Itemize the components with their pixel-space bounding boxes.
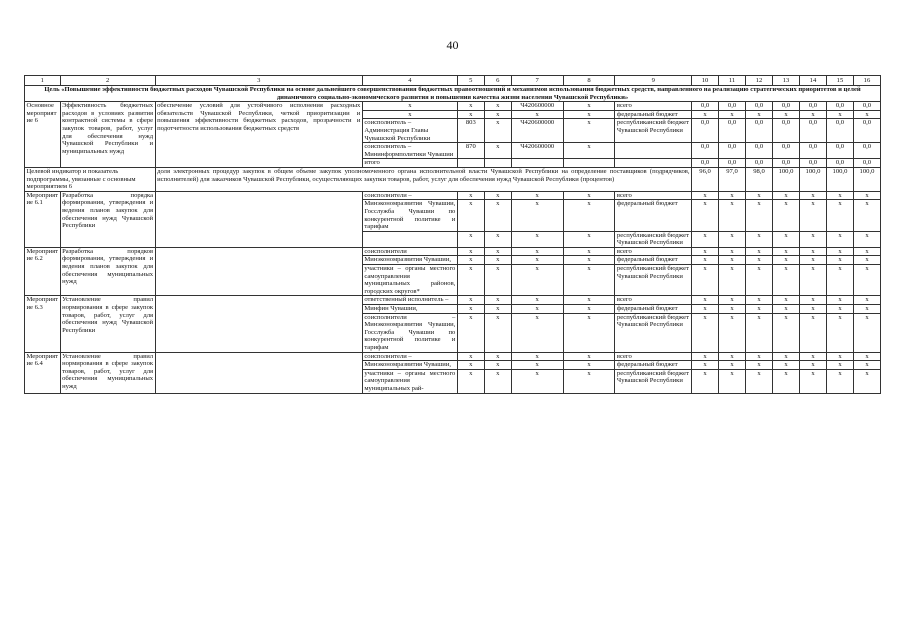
budget-table [24, 75, 881, 394]
column-header: 12 [746, 76, 773, 86]
sub-event-label: Мероприятие 6.3 [25, 296, 61, 352]
value-cell: x [853, 200, 880, 231]
value-cell: x [746, 296, 773, 305]
value-cell: x [799, 231, 826, 247]
value-cell: 0,0 [853, 143, 880, 159]
value-cell: x [719, 200, 746, 231]
column-header: 9 [615, 76, 692, 86]
value-cell: 0,0 [719, 102, 746, 111]
sub-event-label: Мероприятие 6.1 [25, 191, 61, 247]
csr-cell [511, 159, 563, 168]
value-cell: 0,0 [773, 119, 800, 143]
grbs-cell: x [457, 102, 484, 111]
code-cell: x [484, 361, 511, 370]
code-cell: x [457, 361, 484, 370]
executor-cell: соисполнители [362, 247, 457, 256]
value-cell: x [799, 256, 826, 265]
executor-cell: соисполнитель – Мининформполитики Чувашии [362, 143, 457, 159]
code-cell: x [484, 200, 511, 231]
executor-cell: участники – органы местного самоуправления муниципальных районов, городских округов* [364, 265, 456, 295]
sub-event-name: Установление правил нормирования в сфере закупок товаров, работ, услуг для обеспечения муниципальных нужд [60, 352, 155, 393]
value-cell: x [746, 191, 773, 200]
value-cell: x [719, 352, 746, 361]
code-cell: x [511, 256, 563, 265]
code-cell: x [563, 191, 615, 200]
value-cell: x [826, 247, 853, 256]
code-cell: x [511, 191, 563, 200]
indicator-value: 100,0 [826, 167, 853, 191]
funding-source-cell: республиканский бюджет Чувашской Республики [615, 119, 692, 143]
value-cell: 0,0 [853, 119, 880, 143]
page-number: 40 [446, 38, 459, 52]
column-header: 1 [25, 76, 61, 86]
value-cell: 0,0 [853, 102, 880, 111]
value-cell: x [853, 191, 880, 200]
vr-cell: x [563, 143, 615, 159]
value-cell: 0,0 [799, 119, 826, 143]
code-cell: x [563, 352, 615, 361]
value-cell: x [692, 361, 719, 370]
value-cell: 0,0 [773, 143, 800, 159]
value-cell: x [719, 265, 746, 296]
funding-source-cell: всего [615, 102, 692, 111]
value-cell: x [826, 110, 853, 119]
column-header: 8 [563, 76, 615, 86]
sub-event-name: Установление правил нормирования в сфере закупок товаров, работ, услуг для обеспечения нужд Чувашской Республики [60, 296, 155, 352]
value-cell: x [692, 296, 719, 305]
value-cell: x [692, 369, 719, 393]
executor-cell: x [362, 102, 457, 111]
value-cell: 0,0 [799, 102, 826, 111]
value-cell: x [826, 361, 853, 370]
value-cell: x [853, 305, 880, 314]
value-cell: x [746, 361, 773, 370]
code-cell: x [457, 200, 484, 231]
funding-source-cell: федеральный бюджет [615, 200, 692, 231]
sub-event-row [25, 296, 881, 305]
funding-source-cell: федеральный бюджет [615, 361, 692, 370]
executor-cell: соисполнители – Минэкономразвития Чувашии, Госслужба Чувашии по конкурентной политике и тарифам [364, 313, 456, 351]
value-cell: x [826, 231, 853, 247]
indicator-value: 97,0 [719, 167, 746, 191]
value-cell: x [799, 110, 826, 119]
code-cell: x [457, 256, 484, 265]
column-header: 5 [457, 76, 484, 86]
value-cell: x [692, 265, 719, 296]
value-cell: 0,0 [773, 102, 800, 111]
column-header: 2 [60, 76, 155, 86]
code-cell: x [457, 369, 484, 393]
value-cell: x [773, 352, 800, 361]
value-cell: x [746, 200, 773, 231]
value-cell: x [719, 313, 746, 352]
funding-source-cell: республиканский бюджет Чувашской Республики [615, 369, 692, 393]
value-cell: x [799, 200, 826, 231]
value-cell: x [853, 313, 880, 352]
value-cell: 0,0 [692, 143, 719, 159]
executor-cell: Минэкономразвития Чувашии, [362, 361, 457, 370]
value-cell: 0,0 [746, 159, 773, 168]
code-cell: x [511, 296, 563, 305]
code-cell: x [563, 296, 615, 305]
value-cell: 0,0 [746, 143, 773, 159]
value-cell: x [773, 231, 800, 247]
value-cell: x [719, 256, 746, 265]
value-cell: 0,0 [719, 143, 746, 159]
value-cell: x [773, 191, 800, 200]
indicator-label: Целевой индикатор и показатель подпрограммы, увязанные с основным мероприятием 6 [25, 167, 156, 191]
code-cell: x [563, 369, 615, 393]
value-cell: 0,0 [826, 159, 853, 168]
funding-source-cell: всего [615, 296, 692, 305]
funding-source-cell: республиканский бюджет Чувашской Республики [615, 313, 692, 352]
column-header: 13 [773, 76, 800, 86]
code-cell: x [563, 265, 615, 296]
value-cell: x [853, 352, 880, 361]
funding-source-cell [615, 143, 692, 159]
value-cell: x [853, 296, 880, 305]
code-cell: x [563, 200, 615, 231]
value-cell: x [853, 369, 880, 393]
sub-event-name: Разработка порядков формирования, утверждения и ведения планов закупок для обеспечения муниципальных нужд [60, 247, 155, 296]
code-cell: x [484, 231, 511, 247]
code-cell: x [511, 369, 563, 393]
executor-cell: соисполнители – [362, 191, 457, 200]
code-cell: x [511, 305, 563, 314]
value-cell: x [692, 200, 719, 231]
vr-cell: x [563, 110, 615, 119]
grbs-cell: 870 [457, 143, 484, 159]
value-cell: x [746, 265, 773, 296]
value-cell: 0,0 [773, 159, 800, 168]
value-cell: 0,0 [826, 102, 853, 111]
funding-source-cell: республиканский бюджет Чувашской Республики [615, 265, 692, 296]
value-cell: x [719, 296, 746, 305]
value-cell: x [853, 361, 880, 370]
value-cell: x [826, 369, 853, 393]
column-header: 11 [719, 76, 746, 86]
value-cell: x [692, 231, 719, 247]
code-cell: x [511, 361, 563, 370]
column-header: 4 [362, 76, 457, 86]
value-cell: x [799, 361, 826, 370]
column-header: 3 [155, 76, 362, 86]
code-cell: x [563, 256, 615, 265]
code-cell: x [511, 200, 563, 231]
indicator-row [25, 167, 881, 191]
code-cell: x [511, 247, 563, 256]
code-cell: x [484, 305, 511, 314]
column-header: 10 [692, 76, 719, 86]
value-cell: 0,0 [826, 119, 853, 143]
code-cell: x [484, 256, 511, 265]
column-header: 16 [853, 76, 880, 86]
value-cell: x [826, 352, 853, 361]
code-cell: x [484, 191, 511, 200]
funding-source-cell [615, 159, 692, 168]
value-cell: x [799, 296, 826, 305]
value-cell: x [826, 200, 853, 231]
executor-cell: итого [362, 159, 457, 168]
executor-cell: Минэкономразвития Чувашии, Госслужба Чувашии по конкурентной политике и тарифам [364, 200, 456, 231]
value-cell: x [719, 231, 746, 247]
value-cell: 0,0 [826, 143, 853, 159]
value-cell: x [799, 247, 826, 256]
indicator-value: 100,0 [773, 167, 800, 191]
value-cell: x [719, 361, 746, 370]
sub-event-description [155, 296, 362, 352]
executor-cell: участники – органы местного самоуправления муниципальных рай- [364, 369, 456, 392]
code-cell: x [563, 247, 615, 256]
sub-event-description [155, 191, 362, 247]
column-header: 7 [511, 76, 563, 86]
sub-event-label: Мероприятие 6.2 [25, 247, 61, 296]
value-cell: x [746, 305, 773, 314]
value-cell: x [853, 110, 880, 119]
code-cell: x [484, 369, 511, 393]
executor-cell: x [362, 110, 457, 119]
rzpr-cell [484, 159, 511, 168]
funding-source-cell: федеральный бюджет [615, 256, 692, 265]
funding-source-cell: федеральный бюджет [615, 110, 692, 119]
value-cell: x [746, 313, 773, 352]
executor-cell: соисполнитель – Администрация Главы Чувашской Республики [362, 119, 457, 143]
main-event-row [25, 102, 881, 111]
value-cell: x [773, 296, 800, 305]
value-cell: x [746, 369, 773, 393]
vr-cell: x [563, 102, 615, 111]
value-cell: 0,0 [746, 102, 773, 111]
value-cell: x [692, 352, 719, 361]
grbs-cell [457, 159, 484, 168]
value-cell: x [773, 369, 800, 393]
value-cell: x [692, 256, 719, 265]
value-cell: x [853, 231, 880, 247]
code-cell: x [484, 313, 511, 352]
executor-cell [362, 231, 457, 247]
value-cell: x [719, 305, 746, 314]
value-cell: x [826, 191, 853, 200]
code-cell: x [563, 231, 615, 247]
header-row [25, 76, 881, 86]
value-cell: x [773, 265, 800, 296]
code-cell: x [457, 265, 484, 296]
code-cell: x [563, 361, 615, 370]
sub-event-label: Мероприятие 6.4 [25, 352, 61, 393]
sub-event-description [155, 247, 362, 296]
value-cell: x [719, 247, 746, 256]
value-cell: x [773, 200, 800, 231]
value-cell: x [826, 313, 853, 352]
value-cell: 0,0 [692, 102, 719, 111]
code-cell: x [457, 305, 484, 314]
code-cell: x [484, 296, 511, 305]
sub-event-description [155, 352, 362, 393]
value-cell: x [746, 256, 773, 265]
rzpr-cell: x [484, 143, 511, 159]
main-event-description: обеспечение условий для устойчивого исполнения расходных обязательств Чувашской Республики, четкой приоритизации и повышения эффективности бюджетных расходов, прозрачности и подотчетности использования бюджетных средств [155, 102, 362, 168]
value-cell: x [799, 313, 826, 352]
main-event-label: Основное мероприятие 6 [25, 102, 61, 168]
value-cell: 0,0 [692, 119, 719, 143]
grbs-cell: 803 [457, 119, 484, 143]
value-cell: x [799, 191, 826, 200]
value-cell: x [773, 256, 800, 265]
value-cell: x [826, 256, 853, 265]
rzpr-cell: x [484, 102, 511, 111]
value-cell: 0,0 [692, 159, 719, 168]
value-cell: x [773, 247, 800, 256]
value-cell: x [746, 231, 773, 247]
grbs-cell: x [457, 110, 484, 119]
funding-source-cell: всего [615, 352, 692, 361]
code-cell: x [511, 352, 563, 361]
funding-source-cell: республиканский бюджет Чувашской Республики [615, 231, 692, 247]
value-cell: 0,0 [719, 159, 746, 168]
executor-cell: Минэкономразвития Чувашии, [362, 256, 457, 265]
vr-cell: x [563, 119, 615, 143]
code-cell: x [563, 305, 615, 314]
code-cell: x [511, 313, 563, 352]
value-cell: x [826, 265, 853, 296]
code-cell: x [457, 296, 484, 305]
csr-cell: Ч420600000 [511, 143, 563, 159]
value-cell: x [773, 110, 800, 119]
code-cell: x [563, 313, 615, 352]
value-cell: x [826, 305, 853, 314]
value-cell: x [692, 191, 719, 200]
value-cell: x [773, 361, 800, 370]
code-cell: x [457, 247, 484, 256]
sub-event-name: Разработка порядка формирования, утверждения и ведения планов закупок для обеспечения нужд Чувашской Республики [60, 191, 155, 247]
value-cell: x [746, 110, 773, 119]
indicator-value: 100,0 [853, 167, 880, 191]
value-cell: x [692, 110, 719, 119]
goal-row [25, 86, 881, 102]
funding-source-cell: всего [615, 191, 692, 200]
value-cell: x [746, 247, 773, 256]
executor-cell: Минфин Чувашии, [362, 305, 457, 314]
code-cell: x [484, 247, 511, 256]
sub-event-row [25, 247, 881, 256]
indicator-text: доля электронных процедур закупок в общем объеме закупок уполномоченного органа исполнительной власти Чувашской Республики на определение поставщиков (подрядчиков, исполнителей) для заказчиков Чувашской Республики, осуществляющих закупки товаров, работ, услуг для обеспечения нужд Чувашской Республики (процентов) [155, 167, 691, 191]
value-cell: x [719, 191, 746, 200]
value-cell: x [799, 305, 826, 314]
funding-source-cell: всего [615, 247, 692, 256]
indicator-value: 98,0 [746, 167, 773, 191]
value-cell: x [692, 247, 719, 256]
executor-cell: соисполнители – [362, 352, 457, 361]
value-cell: x [773, 313, 800, 352]
value-cell: x [773, 305, 800, 314]
value-cell: x [719, 369, 746, 393]
indicator-value: 96,0 [692, 167, 719, 191]
value-cell: x [799, 265, 826, 296]
value-cell: 0,0 [799, 143, 826, 159]
value-cell: x [692, 305, 719, 314]
value-cell: 0,0 [853, 159, 880, 168]
code-cell: x [511, 265, 563, 296]
code-cell: x [457, 313, 484, 352]
code-cell: x [484, 265, 511, 296]
value-cell: x [853, 247, 880, 256]
sub-event-row [25, 191, 881, 200]
value-cell: 0,0 [719, 119, 746, 143]
value-cell: 0,0 [746, 119, 773, 143]
main-event-name: Эффективность бюджетных расходов в условиях развития контрактной системы в сфере закупок товаров, работ, услуг для обеспечения нужд Чувашской Республики и муниципальных нужд [60, 102, 155, 168]
code-cell: x [457, 191, 484, 200]
value-cell: x [799, 369, 826, 393]
column-header: 6 [484, 76, 511, 86]
executor-cell: ответственный исполнитель – [362, 296, 457, 305]
csr-cell: Ч420600000 [511, 119, 563, 143]
value-cell: x [853, 265, 880, 296]
column-header: 15 [826, 76, 853, 86]
value-cell: x [692, 313, 719, 352]
csr-cell: x [511, 110, 563, 119]
rzpr-cell: x [484, 119, 511, 143]
goal-text: Цель «Повышение эффективности бюджетных расходов Чувашской Республики на основе дальнейшего совершенствования бюджетных правоотношений и механизмов использования бюджетных средств, направленного на реализацию стратегических приоритетов и целей динамичного социально-экономического развития и повышения качества жизни населения Чувашской Республики» [25, 86, 881, 102]
code-cell: x [484, 352, 511, 361]
value-cell: 0,0 [799, 159, 826, 168]
value-cell: x [799, 352, 826, 361]
value-cell: x [826, 296, 853, 305]
column-header: 14 [799, 76, 826, 86]
indicator-value: 100,0 [799, 167, 826, 191]
code-cell: x [457, 352, 484, 361]
value-cell: x [746, 352, 773, 361]
rzpr-cell: x [484, 110, 511, 119]
funding-source-cell: федеральный бюджет [615, 305, 692, 314]
sub-event-row [25, 352, 881, 361]
csr-cell: Ч420600000 [511, 102, 563, 111]
code-cell: x [457, 231, 484, 247]
value-cell: x [853, 256, 880, 265]
value-cell: x [719, 110, 746, 119]
code-cell: x [511, 231, 563, 247]
vr-cell [563, 159, 615, 168]
